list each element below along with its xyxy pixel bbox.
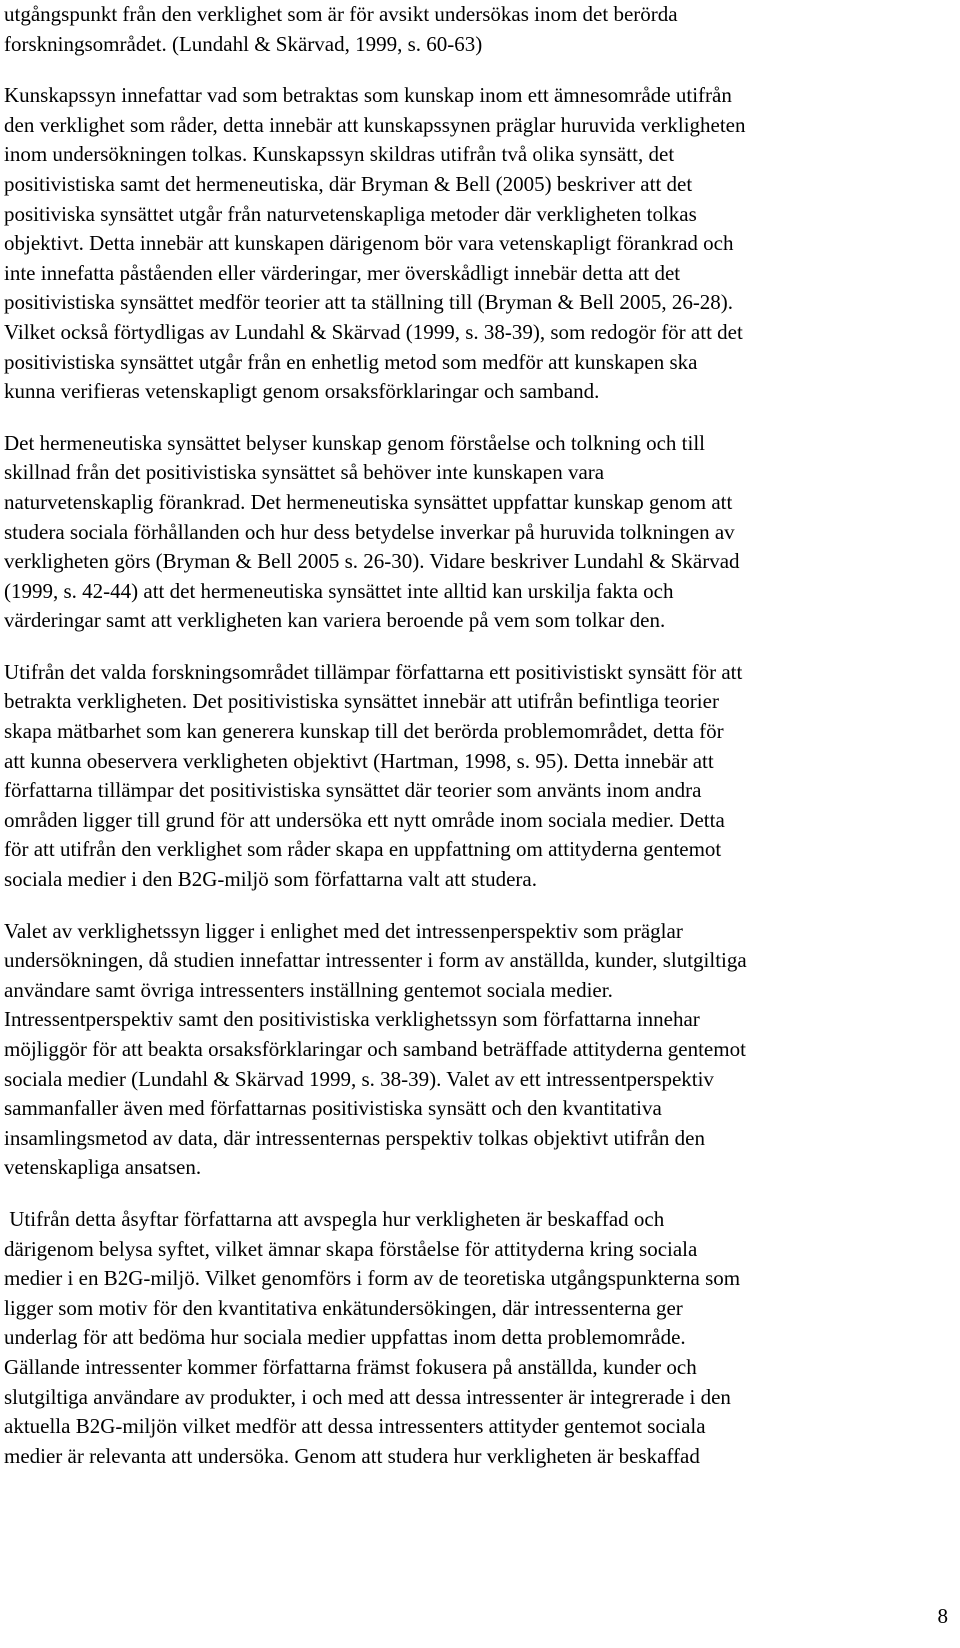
text-line: att kunna obeservera verkligheten objektivt (Hartman, 1998, s. 95). Detta innebär att: [4, 748, 714, 773]
text-line: vetenskapliga ansatsen.: [4, 1155, 202, 1180]
text-line: författarna tillämpar det positivistiska synsättet där teorier som använts inom andra: [4, 778, 702, 803]
text-line: forskningsområdet. (Lundahl & Skärvad, 1999, s. 60-63): [4, 31, 483, 56]
paragraph-2: [4, 81, 956, 407]
text-line: Det hermeneutiska synsättet belyser kunskap genom förståelse och tolkning och till: [4, 430, 705, 455]
text-line: medier i en B2G-miljö. Vilket genomförs i form av de teoretiska utgångspunkterna som: [4, 1266, 741, 1291]
text-line: inte innefatta påståenden eller värderingar, mer överskådligt innebär detta att det: [4, 260, 681, 285]
document-page: [4, 0, 956, 1471]
text-line: underlag för att bedöma hur sociala medier uppfattas inom detta problemområde.: [4, 1325, 686, 1350]
text-line: för att utifrån den verklighet som råder skapa en uppfattning om attityderna gentemot: [4, 837, 722, 862]
text-line: aktuella B2G-miljön vilket medför att dessa intressenters attityder gentemot sociala: [4, 1414, 706, 1439]
text-line: användare samt övriga intressenters inställning gentemot sociala medier.: [4, 977, 613, 1002]
text-line: positivistiska samt det hermeneutiska, där Bryman & Bell (2005) beskriver att det: [4, 171, 693, 196]
paragraph-6: [4, 1205, 956, 1471]
text-line: undersökningen, då studien innefattar intressenter i form av anställda, kunder, slutgiltiga: [4, 948, 747, 973]
text-line: utgångspunkt från den verklighet som är för avsikt undersökas inom det berörda: [4, 2, 678, 26]
text-line: sociala medier (Lundahl & Skärvad 1999, s. 38-39). Valet av ett intressentperspektiv: [4, 1066, 714, 1091]
paragraph-5: [4, 917, 956, 1183]
text-line: medier är relevanta att undersöka. Genom att studera hur verkligheten är beskaffad: [4, 1443, 700, 1468]
text-line: betrakta verkligheten. Det positivistiska synsättet innebär att utifrån befintliga teorier: [4, 689, 719, 714]
text-line: Utifrån detta åsyftar författarna att avspegla hur verkligheten är beskaffad och: [4, 1206, 665, 1231]
text-line: Vilket också förtydligas av Lundahl & Skärvad (1999, s. 38-39), som redogör för att det: [4, 319, 743, 344]
paragraph-3: [4, 429, 956, 636]
text-line: (1999, s. 42-44) att det hermeneutiska synsättet inte alltid kan urskilja fakta och: [4, 578, 674, 603]
text-line: objektivt. Detta innebär att kunskapen därigenom bör vara vetenskapligt förankrad och: [4, 231, 734, 256]
text-line: Valet av verklighetssyn ligger i enlighet med det intressenperspektiv som präglar: [4, 918, 683, 943]
text-line: positiviska synsättet utgår från naturvetenskapliga metoder där verkligheten tolkas: [4, 201, 697, 226]
text-line: ligger som motiv för den kvantitativa enkätundersökingen, där intressenterna ger: [4, 1295, 683, 1320]
text-line: positivistiska synsättet medför teorier att ta ställning till (Bryman & Bell 2005, 26-28).: [4, 290, 734, 315]
text-line: insamlingsmetod av data, där intressenternas perspektiv tolkas objektivt utifrån den: [4, 1125, 705, 1150]
paragraph-4: [4, 658, 956, 895]
text-line: Gällande intressenter kommer författarna främst fokusera på anställda, kunder och: [4, 1354, 697, 1379]
text-line: områden ligger till grund för att undersöka ett nytt område inom sociala medier. Detta: [4, 807, 725, 832]
text-line: Utifrån det valda forskningsområdet tillämpar författarna ett positivistiskt synsätt för att: [4, 659, 743, 684]
text-line: inom undersökningen tolkas. Kunskapssyn skildras utifrån två olika synsätt, det: [4, 142, 675, 167]
paragraph-1: [4, 0, 956, 59]
text-line: verkligheten görs (Bryman & Bell 2005 s. 26-30). Vidare beskriver Lundahl & Skärvad: [4, 549, 740, 574]
text-line: skillnad från det positivistiska synsättet så behöver inte kunskapen vara: [4, 460, 605, 485]
text-line: sociala medier i den B2G-miljö som författarna valt att studera.: [4, 867, 537, 892]
text-line: sammanfaller även med författarnas positivistiska synsätt och den kvantitativa: [4, 1096, 662, 1121]
text-line: skapa mätbarhet som kan generera kunskap till det berörda problemområdet, detta för: [4, 719, 724, 744]
text-line: den verklighet som råder, detta innebär att kunskapssynen präglar huruvida verkligheten: [4, 112, 746, 137]
text-line: Intressentperspektiv samt den positivistiska verklighetssyn som författarna innehar: [4, 1007, 700, 1032]
text-line: positivistiska synsättet utgår från en enhetlig metod som medför att kunskapen ska: [4, 349, 698, 374]
page-number: 8: [937, 1604, 948, 1628]
text-line: därigenom belysa syftet, vilket ämnar skapa förståelse för attityderna kring sociala: [4, 1236, 698, 1261]
text-line: naturvetenskaplig förankrad. Det hermeneutiska synsättet uppfattar kunskap genom att: [4, 489, 733, 514]
text-line: studera sociala förhållanden och hur dess betydelse inverkar på huruvida tolkningen av: [4, 519, 735, 544]
text-line: kunna verifieras vetenskapligt genom orsaksförklaringar och samband.: [4, 379, 600, 404]
text-line: slutgiltiga användare av produkter, i och med att dessa intressenter är integrerade i den: [4, 1384, 731, 1409]
text-line: värderingar samt att verkligheten kan variera beroende på vem som tolkar den.: [4, 608, 666, 633]
text-line: Kunskapssyn innefattar vad som betraktas som kunskap inom ett ämnesområde utifrån: [4, 83, 732, 108]
text-line: möjliggör för att beakta orsaksförklaringar och samband beträffade attityderna gentemot: [4, 1037, 746, 1061]
